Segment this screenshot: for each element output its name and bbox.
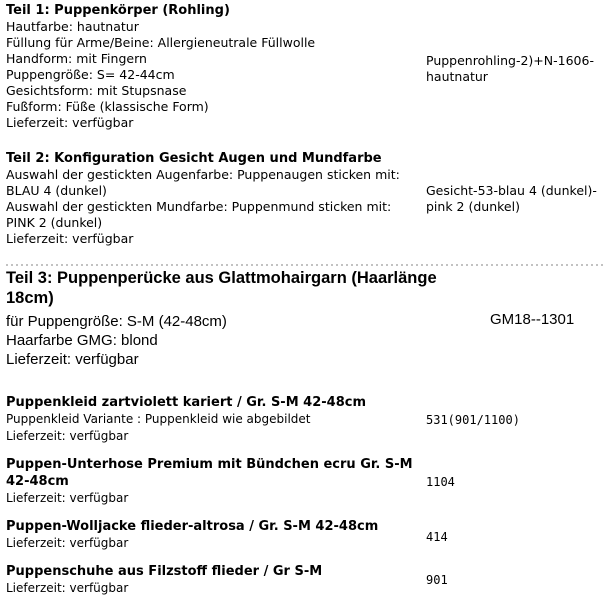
detail-line: Lieferzeit: verfügbar [6, 429, 129, 443]
detail-line: Lieferzeit: verfügbar [6, 115, 134, 130]
article-code: 414 [426, 530, 448, 544]
article-code: 1104 [426, 475, 455, 489]
section-schuhe [6, 563, 606, 597]
article-code-line: Gesicht-53-blau 4 (dunkel)- [426, 183, 597, 198]
section-teil2 [6, 150, 606, 247]
section-title: Teil 3: Puppenperücke aus Glattmohairgarn (Haarlänge 18cm) [6, 269, 437, 307]
article-code-line: pink 2 (dunkel) [426, 199, 520, 214]
detail-line: Lieferzeit: verfügbar [6, 581, 129, 595]
section-teil3 [6, 268, 606, 369]
detail-line: Lieferzeit: verfügbar [6, 231, 134, 246]
detail-line: BLAU 4 (dunkel) [6, 183, 107, 198]
detail-line: Auswahl der gestickten Augenfarbe: Puppenaugen sticken mit: [6, 167, 400, 182]
detail-line: Lieferzeit: verfügbar [6, 536, 129, 550]
detail-line: Fußform: Füße (klassische Form) [6, 99, 209, 114]
detail-line: Lieferzeit: verfügbar [6, 491, 129, 505]
detail-line: Puppengröße: S= 42-44cm [6, 67, 175, 82]
article-code: 901 [426, 573, 448, 587]
section-title: Teil 2: Konfiguration Gesicht Augen und Mundfarbe [6, 151, 382, 166]
detail-line: Hautfarbe: hautnatur [6, 19, 139, 34]
detail-line: Handform: mit Fingern [6, 51, 147, 66]
detail-line: Lieferzeit: verfügbar [6, 351, 139, 368]
section-unterhose [6, 456, 606, 507]
detail-line: PINK 2 (dunkel) [6, 215, 103, 230]
article-code-line: hautnatur [426, 69, 488, 84]
article-code: GM18--1301 [490, 311, 575, 328]
item-title: Puppen-Wolljacke flieder-altrosa / Gr. S-M 42-48cm [6, 519, 379, 534]
article-code: 531(901/1100) [426, 413, 520, 427]
item-title-cont: 42-48cm [6, 474, 69, 489]
item-title: Puppen-Unterhose Premium mit Bündchen ecru Gr. S-M [6, 457, 413, 472]
section-kleid [6, 394, 606, 445]
article-code [426, 53, 594, 85]
detail-line: Puppenkleid Variante : Puppenkleid wie abgebildet [6, 412, 311, 426]
detail-line: Auswahl der gestickten Mundfarbe: Puppenmund sticken mit: [6, 199, 392, 214]
divider [6, 264, 606, 266]
article-code-line: Puppenrohling-2)+N-1606- [426, 53, 594, 68]
detail-line: Haarfarbe GMG: blond [6, 332, 158, 349]
detail-line: Gesichtsform: mit Stupsnase [6, 83, 187, 98]
detail-line: Füllung für Arme/Beine: Allergieneutrale Füllwolle [6, 35, 316, 50]
item-title: Puppenkleid zartviolett kariert / Gr. S-M 42-48cm [6, 395, 366, 410]
section-wolljacke [6, 518, 606, 552]
section-title: Teil 1: Puppenkörper (Rohling) [6, 3, 230, 18]
item-title: Puppenschuhe aus Filzstoff flieder / Gr S-M [6, 564, 323, 579]
detail-line: für Puppengröße: S-M (42-48cm) [6, 313, 227, 330]
article-code [426, 183, 597, 215]
section-teil1 [6, 2, 606, 131]
